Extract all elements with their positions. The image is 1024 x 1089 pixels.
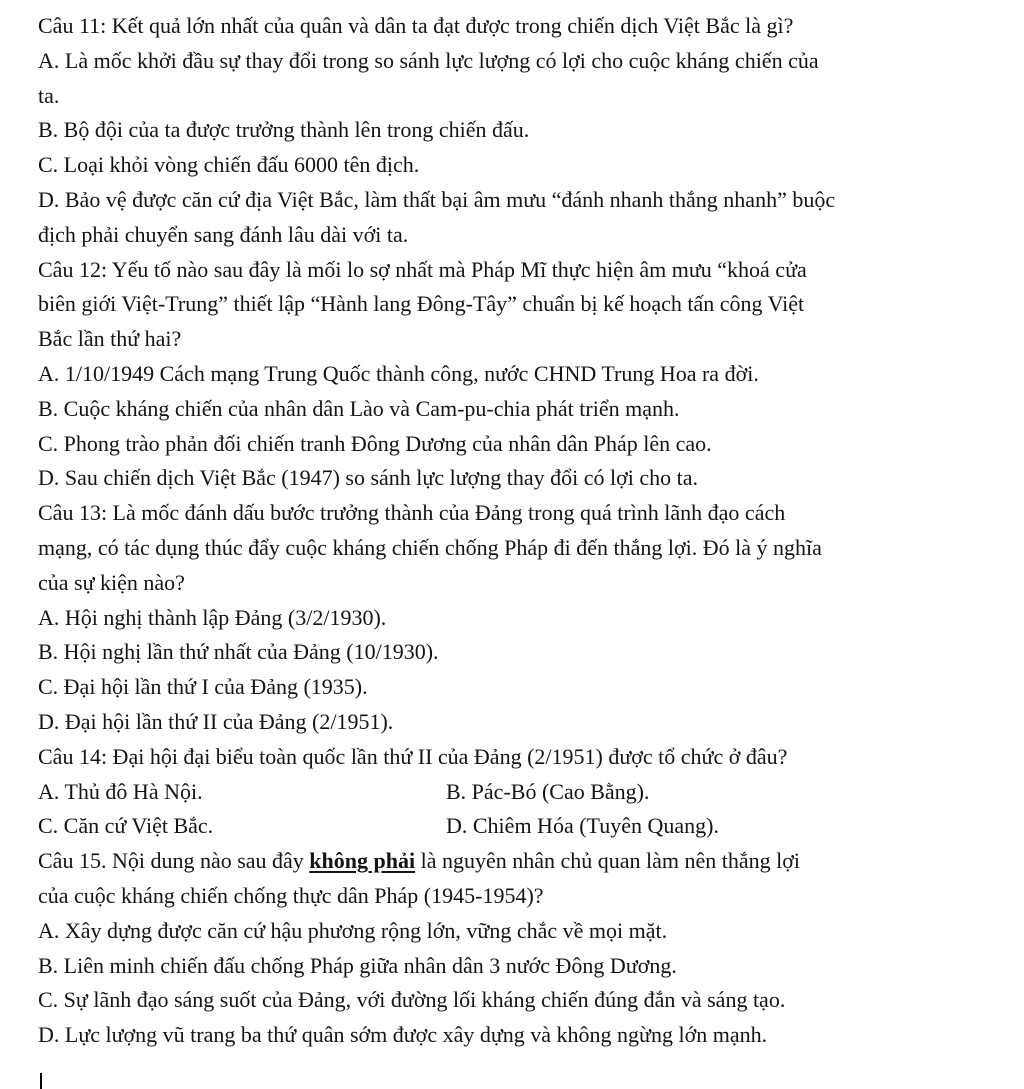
- question-15-stem-part-1: Câu 15. Nội dung nào sau đây: [38, 848, 310, 874]
- question-12-option-c: C. Phong trào phản đối chiến tranh Đông Dương của nhân dân Pháp lên cao.: [38, 430, 712, 456]
- question-13-option-a: A. Hội nghị thành lập Đảng (3/2/1930).: [38, 604, 387, 630]
- question-15-option-b: B. Liên minh chiến đấu chống Pháp giữa nhân dân 3 nước Đông Dương.: [38, 952, 677, 978]
- question-15-option-a: A. Xây dựng được căn cứ hậu phương rộng lớn, vững chắc về mọi mặt.: [38, 917, 668, 943]
- question-15-option-c: C. Sự lãnh đạo sáng suốt của Đảng, với đường lối kháng chiến đúng đắn và sáng tạo.: [38, 987, 786, 1013]
- question-14-options-row-2: [38, 809, 988, 844]
- question-13-option-b: B. Hội nghị lần thứ nhất của Đảng (10/1930).: [38, 639, 439, 665]
- question-13-stem-line-2: mạng, có tác dụng thúc đẩy cuộc kháng chiến chống Pháp đi đến thắng lợi. Đó là ý nghĩa: [38, 534, 822, 560]
- question-15-stem-line-2: của cuộc kháng chiến chống thực dân Pháp (1945-1954)?: [38, 882, 544, 908]
- question-13-stem-line-1: Câu 13: Là mốc đánh dấu bước trưởng thành của Đảng trong quá trình lãnh đạo cách: [38, 500, 786, 526]
- text-cursor: [40, 1073, 42, 1089]
- question-11-option-b: B. Bộ đội của ta được trưởng thành lên trong chiến đấu.: [38, 117, 530, 143]
- question-11-stem: Câu 11: Kết quả lớn nhất của quân và dân ta đạt được trong chiến dịch Việt Bắc là gì?: [38, 13, 794, 38]
- question-11-option-c: C. Loại khỏi vòng chiến đấu 6000 tên địch.: [38, 152, 420, 178]
- question-12-stem-line-1: Câu 12: Yếu tố nào sau đây là mối lo sợ nhất mà Pháp Mĩ thực hiện âm mưu “khoá cửa: [38, 256, 807, 282]
- question-14-stem: Câu 14: Đại hội đại biểu toàn quốc lần thứ II của Đảng (2/1951) được tổ chức ở đâu?: [38, 743, 788, 769]
- question-14-option-c: C. Căn cứ Việt Bắc.: [38, 813, 214, 839]
- question-15-emphasis: không phải: [309, 848, 416, 874]
- question-15-stem-part-2: là nguyên nhân chủ quan làm nên thắng lợi: [415, 848, 801, 874]
- question-14-options-row-1: [38, 775, 988, 810]
- document-page: [38, 9, 988, 1053]
- question-11-option-d-line-2: địch phải chuyển sang đánh lâu dài với ta.: [38, 221, 409, 247]
- question-15-stem-line-1: [38, 844, 988, 879]
- question-14-option-a: A. Thủ đô Hà Nội.: [38, 778, 203, 804]
- question-13-stem-line-3: của sự kiện nào?: [38, 569, 185, 595]
- question-12-option-a: A. 1/10/1949 Cách mạng Trung Quốc thành công, nước CHND Trung Hoa ra đời.: [38, 360, 759, 386]
- question-11-option-d-line-1: D. Bảo vệ được căn cứ địa Việt Bắc, làm thất bại âm mưu “đánh nhanh thắng nhanh” buộc: [38, 186, 836, 212]
- question-12-option-b: B. Cuộc kháng chiến của nhân dân Lào và Cam-pu-chia phát triển mạnh.: [38, 395, 680, 421]
- question-13-option-d: D. Đại hội lần thứ II của Đảng (2/1951).: [38, 708, 394, 734]
- question-12-option-d: D. Sau chiến dịch Việt Bắc (1947) so sánh lực lượng thay đổi có lợi cho ta.: [38, 465, 699, 491]
- question-11-option-a-line-1: A. Là mốc khởi đầu sự thay đổi trong so sánh lực lượng có lợi cho cuộc kháng chiến của: [38, 47, 819, 73]
- question-12-stem-line-2: biên giới Việt-Trung” thiết lập “Hành lang Đông-Tây” chuẩn bị kế hoạch tấn công Việt: [38, 291, 805, 317]
- question-11-option-a-line-2: ta.: [38, 82, 60, 108]
- question-12-stem-line-3: Bắc lần thứ hai?: [38, 326, 182, 352]
- question-14-option-d: D. Chiêm Hóa (Tuyên Quang).: [446, 813, 719, 839]
- question-13-option-c: C. Đại hội lần thứ I của Đảng (1935).: [38, 674, 368, 700]
- question-14-option-b: B. Pác-Bó (Cao Bằng).: [446, 778, 650, 804]
- question-15-option-d: D. Lực lượng vũ trang ba thứ quân sớm được xây dựng và không ngừng lớn mạnh.: [38, 1022, 768, 1048]
